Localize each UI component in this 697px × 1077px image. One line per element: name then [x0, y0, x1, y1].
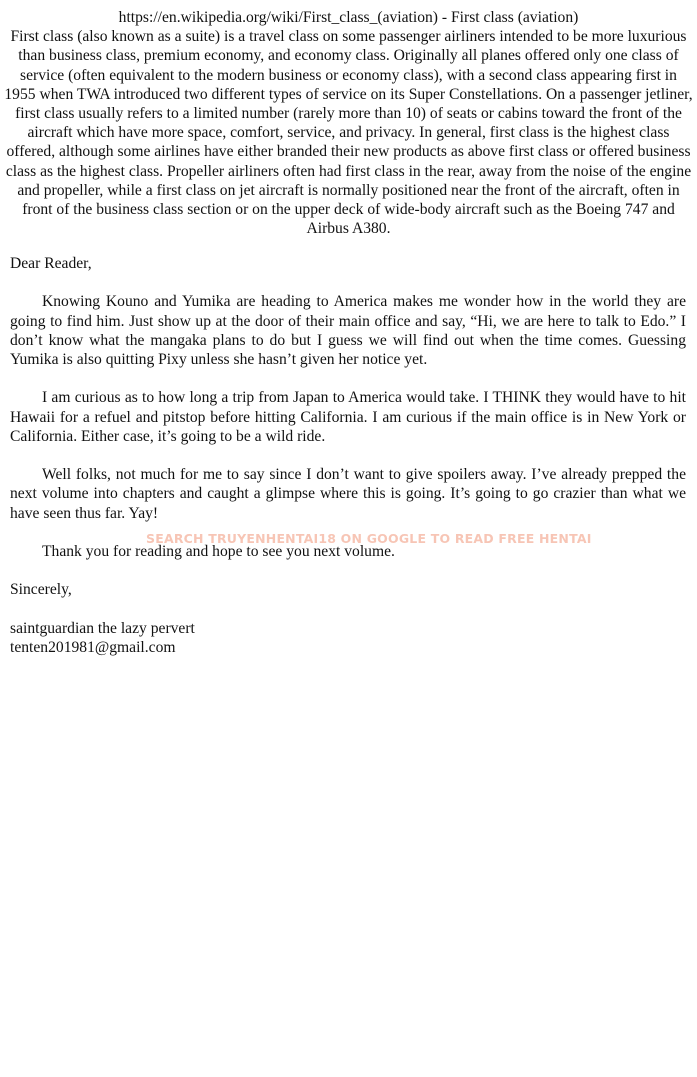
- watermark-text: SEARCH TRUYENHENTAI18 ON GOOGLE TO READ FREE HENTAI: [146, 531, 592, 546]
- signature-name: saintguardian the lazy pervert: [10, 619, 195, 637]
- letter-paragraph-2: I am curious as to how long a trip from Japan to America would take. I THINK they would have to hit Hawaii for a refuel and pitstop before hitting California. I am curious if the main office is in New York or California. Either case, it’s going to be a wild ride.: [10, 389, 686, 445]
- letter-body: [10, 254, 686, 657]
- article-header: [4, 8, 693, 238]
- letter-paragraph-4: Thank you for reading and hope to see you next volume.: [42, 542, 395, 560]
- source-url-line: https://en.wikipedia.org/wiki/First_class_(aviation) - First class (aviation): [118, 9, 579, 26]
- letter-paragraph-1: Knowing Kouno and Yumika are heading to America makes me wonder how in the world they are going to find him. Just show up at the door of their main office and say, “Hi, we are here to talk to Edo.” I don’t know what the mangaka plans to do but I guess we will find out when the time comes. Guessing Yumika is also quitting Pixy unless she hasn’t given her notice yet.: [10, 293, 686, 368]
- letter-greeting: Dear Reader,: [10, 255, 92, 272]
- signature-email: tenten201981@gmail.com: [10, 638, 176, 656]
- article-description: First class (also known as a suite) is a travel class on some passenger airliners intended to be more luxurious than business class, premium economy, and economy class. Originally all planes offered only one class of service (often equivalent to the modern business or economy class), with a second class appearing first in 1955 when TWA introduced two different types of service on its Super Constellations. On a passenger jetliner, first class usually refers to a limited number (rarely more than 10) of seats or cabins toward the front of the aircraft which have more space, comfort, service, and privacy. In general, first class is the highest class offered, although some airlines have either branded their new products as above first class or offered business class as the highest class. Propeller airliners often had first class in the rear, away from the noise of the engine and propeller, while a first class on jet aircraft is normally positioned near the front of the aircraft, often in front of the business class section or on the upper deck of wide-body aircraft such as the Boeing 747 and Airbus A380.: [4, 28, 693, 238]
- letter-closing: Sincerely,: [10, 581, 72, 599]
- letter-paragraph-3: Well folks, not much for me to say since I don’t want to give spoilers away. I’ve already prepped the next volume into chapters and caught a glimpse where this is going. It’s going to go crazier than what we have seen thus far. Yay!: [10, 466, 686, 522]
